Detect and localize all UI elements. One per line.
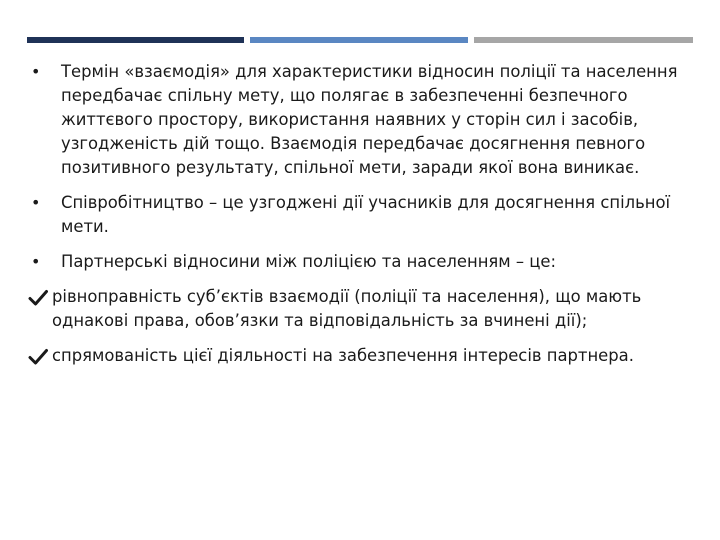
bullet-icon: •	[31, 62, 41, 81]
list-item-text: Співробітництво – це узгоджені дії учасників для досягнення спільної мети.	[61, 193, 671, 236]
header-bar-blue	[250, 37, 468, 43]
list-item	[28, 60, 681, 180]
bullet-icon: •	[31, 252, 41, 271]
list-item-text: спрямованість цієї діяльності на забезпечення інтересів партнера.	[52, 346, 634, 365]
bullet-icon: •	[31, 193, 41, 212]
list-item	[28, 250, 701, 274]
slide-content	[28, 60, 678, 379]
list-item	[28, 344, 672, 368]
header-decoration-bars	[27, 37, 693, 43]
header-bar-dark	[27, 37, 244, 43]
list-item	[28, 285, 692, 333]
list-item	[28, 191, 701, 239]
checkmark-icon	[28, 289, 50, 307]
list-item-text: Партнерські відносини між поліцією та населенням – це:	[61, 252, 557, 271]
header-bar-gray	[474, 37, 693, 43]
list-item-text: рівноправність суб’єктів взаємодії (поліції та населення), що мають однакові права, обов’язки та відповідальність за вчинені дії);	[52, 287, 642, 330]
list-item-text: Термін «взаємодія» для характеристики відносин поліції та населення передбачає спільну мету, що полягає в забезпеченні безпечного життєвого простору, використання наявних у сторін сил і засобів, узгодженість дій тощо. Взаємодія передбачає досягнення певного позитивного результату, спільної мети, заради якої вона виникає.	[61, 62, 678, 177]
checkmark-icon	[28, 348, 50, 366]
